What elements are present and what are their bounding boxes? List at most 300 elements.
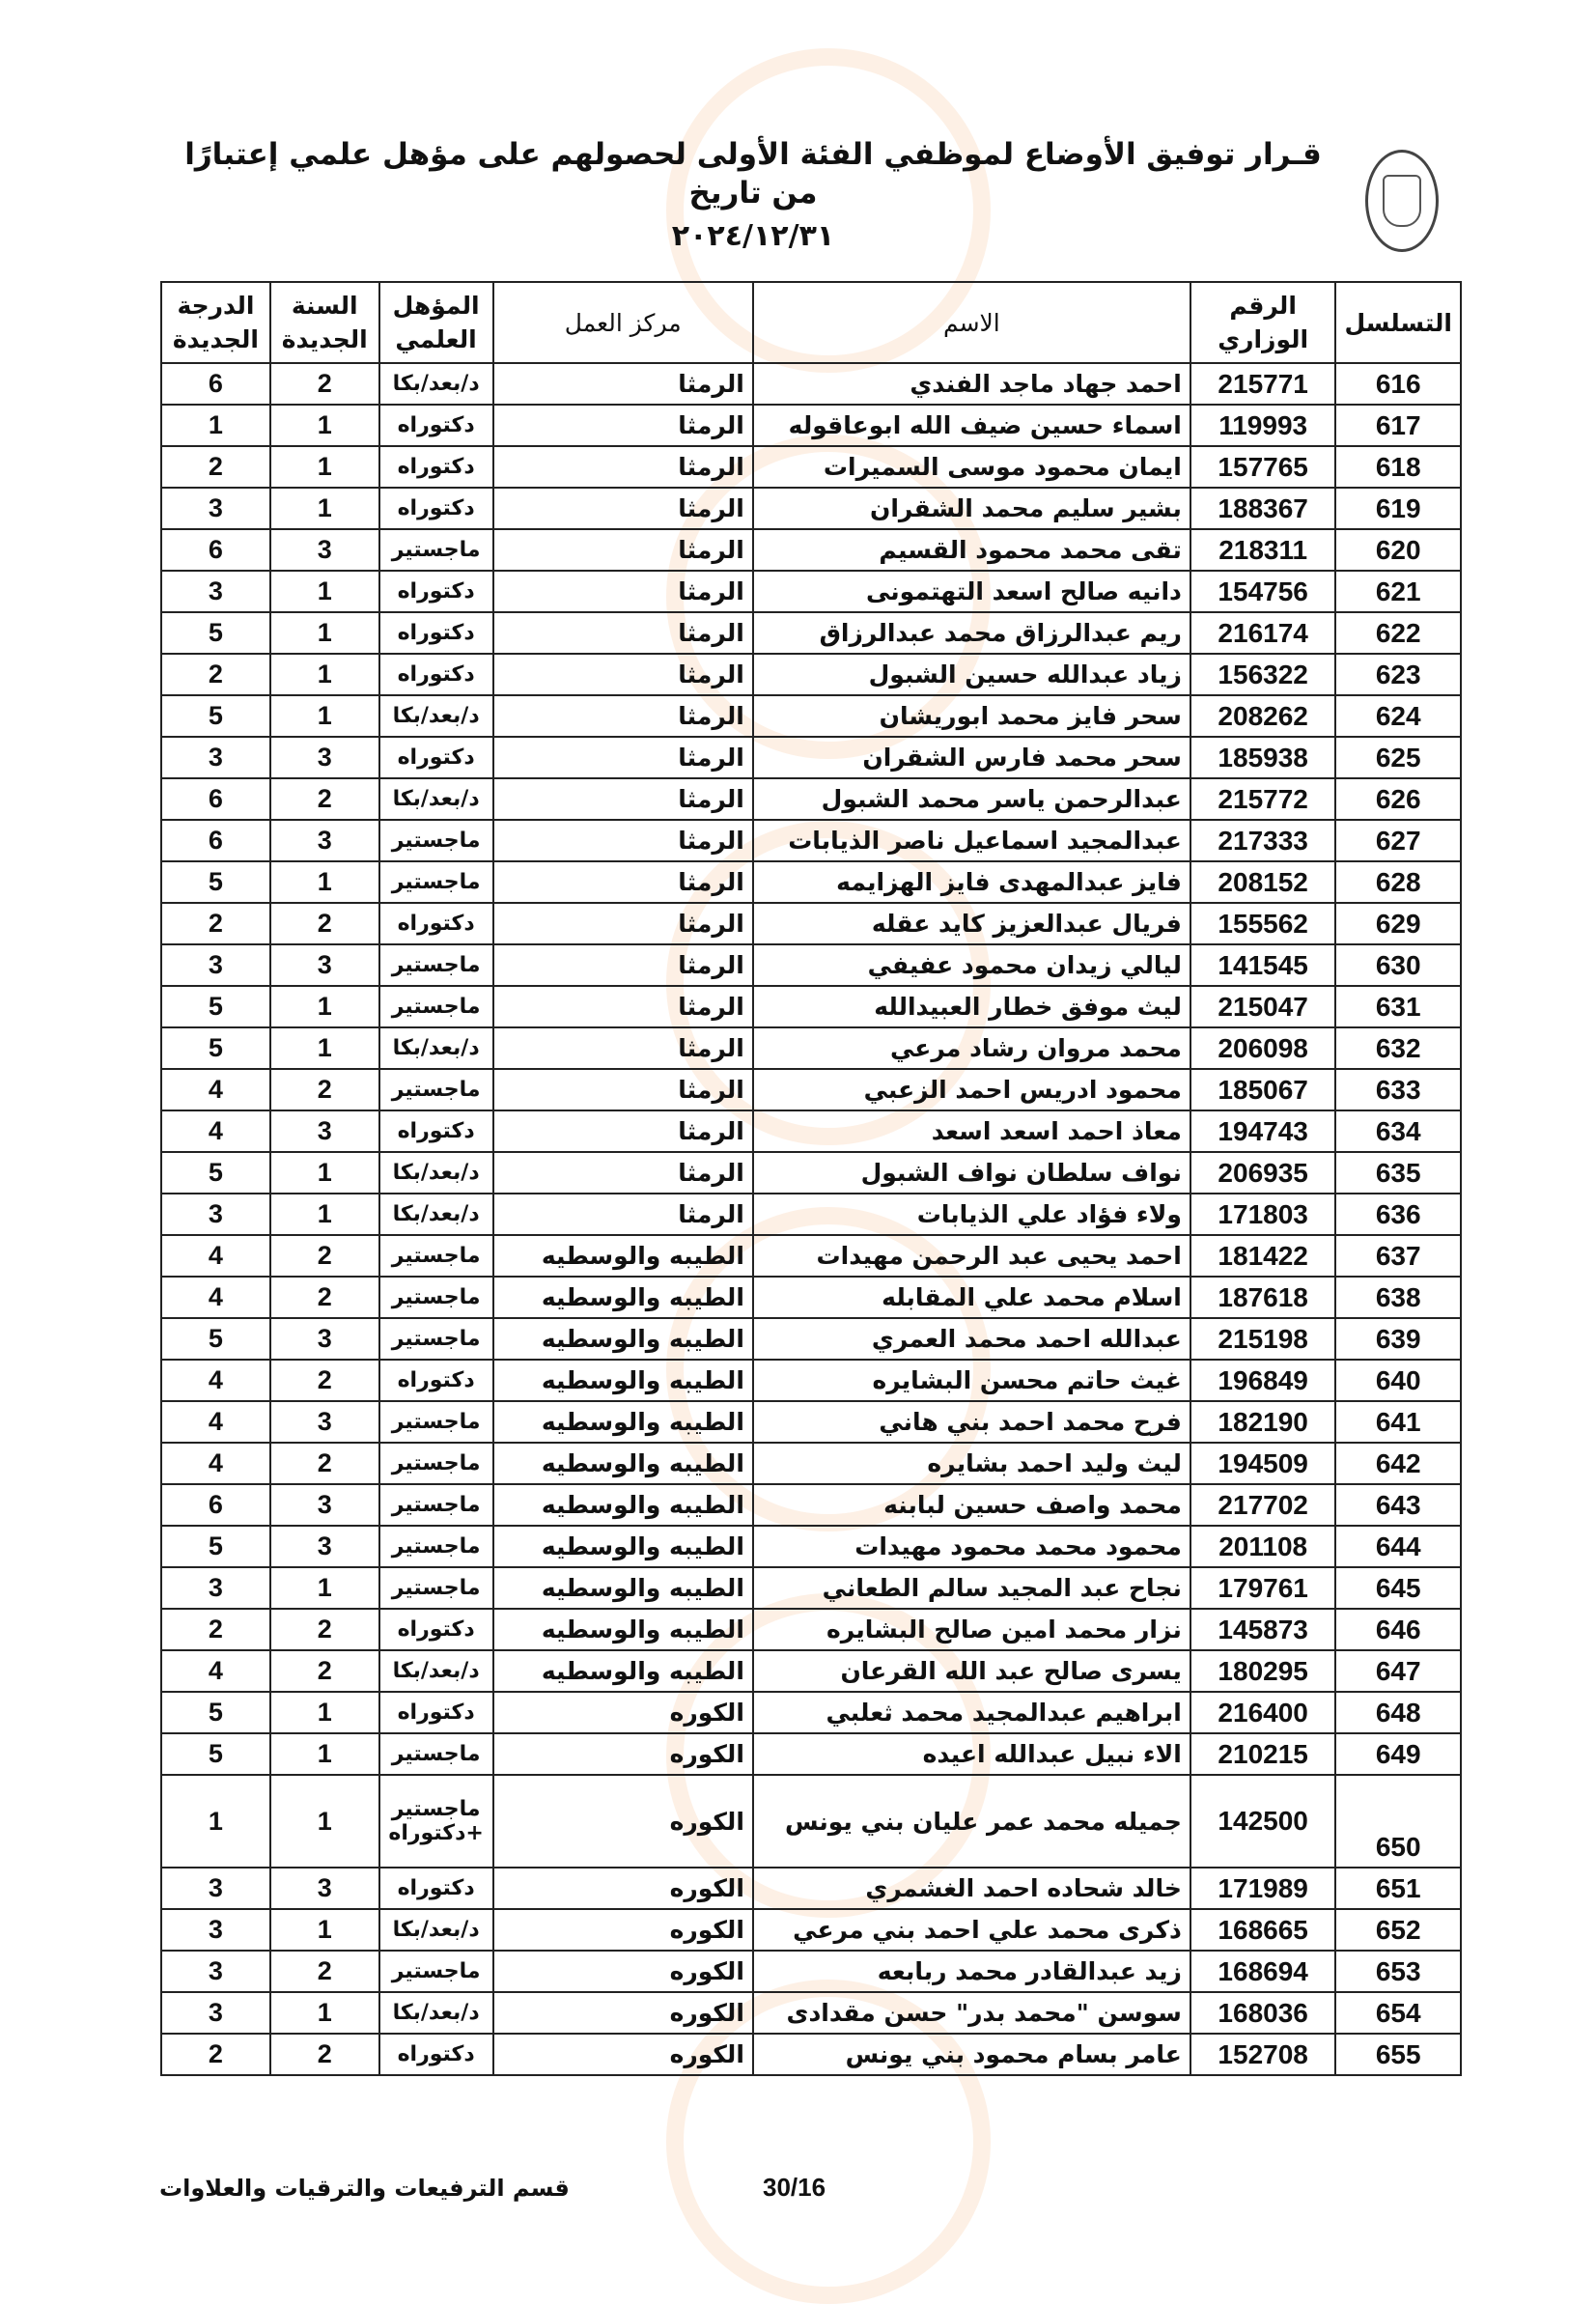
cell-new-year: 1: [270, 405, 379, 446]
cell-work-center: الطيبه والوسطيه: [493, 1401, 753, 1443]
cell-name: ذكرى محمد علي احمد بني مرعي: [753, 1909, 1190, 1951]
cell-seq: 635: [1335, 1152, 1461, 1194]
cell-name: محمد واصف حسين لبابنه: [753, 1484, 1190, 1526]
cell-qualification: دكتوراه: [379, 2034, 493, 2075]
cell-seq: 623: [1335, 654, 1461, 695]
cell-work-center: الكوره: [493, 1909, 753, 1951]
cell-new-grade: 3: [161, 1567, 270, 1609]
cell-work-center: الكوره: [493, 1775, 753, 1868]
cell-work-center: الطيبه والوسطيه: [493, 1650, 753, 1692]
cell-work-center: الرمثا: [493, 1069, 753, 1110]
cell-ministerial-id: 188367: [1190, 488, 1336, 529]
table-row: [161, 1526, 1461, 1567]
cell-new-grade: 4: [161, 1650, 270, 1692]
cell-name: يسرى صالح عبد الله القرعان: [753, 1650, 1190, 1692]
cell-work-center: الكوره: [493, 1992, 753, 2034]
cell-work-center: الطيبه والوسطيه: [493, 1526, 753, 1567]
table-row: [161, 1360, 1461, 1401]
cell-ministerial-id: 208262: [1190, 695, 1336, 737]
cell-ministerial-id: 154756: [1190, 571, 1336, 612]
page-number: 30/16: [763, 2173, 826, 2202]
table-row: [161, 571, 1461, 612]
cell-seq: 647: [1335, 1650, 1461, 1692]
cell-ministerial-id: 194509: [1190, 1443, 1336, 1484]
cell-qualification: دكتوراه: [379, 571, 493, 612]
cell-new-year: 2: [270, 1360, 379, 1401]
cell-work-center: الكوره: [493, 1868, 753, 1909]
cell-qualification: دكتوراه: [379, 737, 493, 778]
cell-work-center: الرمثا: [493, 1027, 753, 1069]
cell-new-year: 3: [270, 1868, 379, 1909]
cell-work-center: الرمثا: [493, 944, 753, 986]
cell-new-grade: 3: [161, 488, 270, 529]
cell-name: اسلام محمد علي المقابله: [753, 1277, 1190, 1318]
cell-new-year: 2: [270, 363, 379, 405]
cell-ministerial-id: 119993: [1190, 405, 1336, 446]
cell-name: فايز عبدالمهدى فايز الهزايمه: [753, 861, 1190, 903]
cell-work-center: الرمثا: [493, 695, 753, 737]
cell-new-grade: 2: [161, 1609, 270, 1650]
table-row: [161, 2034, 1461, 2075]
cell-new-year: 2: [270, 1277, 379, 1318]
cell-qualification: د/بعد/بكا: [379, 1027, 493, 1069]
table-row: [161, 1069, 1461, 1110]
cell-seq: 631: [1335, 986, 1461, 1027]
cell-new-grade: 3: [161, 571, 270, 612]
cell-name: زياد عبدالله حسين الشبول: [753, 654, 1190, 695]
cell-seq: 643: [1335, 1484, 1461, 1526]
cell-name: خالد شحاده احمد الغشمري: [753, 1868, 1190, 1909]
cell-new-grade: 3: [161, 1909, 270, 1951]
cell-ministerial-id: 206098: [1190, 1027, 1336, 1069]
cell-new-grade: 3: [161, 1194, 270, 1235]
cell-ministerial-id: 215198: [1190, 1318, 1336, 1360]
table-row: [161, 1484, 1461, 1526]
cell-qualification: د/بعد/بكا: [379, 1194, 493, 1235]
cell-work-center: الكوره: [493, 1951, 753, 1992]
cell-qualification: دكتوراه: [379, 1110, 493, 1152]
cell-qualification: دكتوراه: [379, 903, 493, 944]
cell-ministerial-id: 215047: [1190, 986, 1336, 1027]
cell-seq: 633: [1335, 1069, 1461, 1110]
cell-ministerial-id: 171803: [1190, 1194, 1336, 1235]
cell-new-grade: 5: [161, 695, 270, 737]
table-row: [161, 1992, 1461, 2034]
cell-work-center: الكوره: [493, 1692, 753, 1733]
cell-qualification: د/بعد/بكا: [379, 1992, 493, 2034]
cell-name: سوسن "محمد بدر" حسن مقدادى: [753, 1992, 1190, 2034]
cell-name: فرح محمد احمد بني هاني: [753, 1401, 1190, 1443]
cell-name: ابراهيم عبدالمجيد محمد ثعلبي: [753, 1692, 1190, 1733]
cell-name: سحر محمد فارس الشقران: [753, 737, 1190, 778]
cell-new-grade: 4: [161, 1110, 270, 1152]
cell-new-grade: 6: [161, 778, 270, 820]
cell-new-year: 1: [270, 446, 379, 488]
cell-seq: 629: [1335, 903, 1461, 944]
cell-qualification: ماجستير: [379, 820, 493, 861]
cell-new-grade: 3: [161, 944, 270, 986]
cell-new-grade: 4: [161, 1443, 270, 1484]
cell-qualification: دكتوراه: [379, 1868, 493, 1909]
cell-name: عبدالله احمد محمد العمري: [753, 1318, 1190, 1360]
cell-qualification: ماجستير: [379, 1443, 493, 1484]
cell-qualification: د/بعد/بكا: [379, 1152, 493, 1194]
cell-new-grade: 1: [161, 1775, 270, 1868]
cell-seq: 638: [1335, 1277, 1461, 1318]
cell-new-year: 1: [270, 1152, 379, 1194]
cell-work-center: الرمثا: [493, 571, 753, 612]
cell-name: بشير سليم محمد الشقران: [753, 488, 1190, 529]
cell-new-year: 3: [270, 529, 379, 571]
cell-work-center: الطيبه والوسطيه: [493, 1235, 753, 1277]
cell-qualification: ماجستير: [379, 529, 493, 571]
cell-seq: 617: [1335, 405, 1461, 446]
col-seq: التسلسل: [1335, 282, 1461, 363]
cell-ministerial-id: 206935: [1190, 1152, 1336, 1194]
cell-new-grade: 2: [161, 903, 270, 944]
cell-seq: 641: [1335, 1401, 1461, 1443]
cell-seq: 621: [1335, 571, 1461, 612]
cell-name: عبدالرحمن ياسر محمد الشبول: [753, 778, 1190, 820]
cell-seq: 626: [1335, 778, 1461, 820]
cell-work-center: الرمثا: [493, 529, 753, 571]
cell-seq: 639: [1335, 1318, 1461, 1360]
cell-new-year: 1: [270, 612, 379, 654]
cell-qualification: ماجستير: [379, 1526, 493, 1567]
table-row: [161, 986, 1461, 1027]
cell-new-year: 1: [270, 1567, 379, 1609]
table-row: [161, 903, 1461, 944]
cell-qualification: دكتوراه: [379, 1360, 493, 1401]
cell-new-year: 3: [270, 1318, 379, 1360]
table-row: [161, 488, 1461, 529]
cell-qualification: ماجستير: [379, 1069, 493, 1110]
cell-name: دانيه صالح اسعد التهتمونى: [753, 571, 1190, 612]
cell-new-year: 3: [270, 1401, 379, 1443]
cell-ministerial-id: 168665: [1190, 1909, 1336, 1951]
table-row: [161, 1692, 1461, 1733]
table-row: [161, 612, 1461, 654]
cell-seq: 625: [1335, 737, 1461, 778]
cell-work-center: الرمثا: [493, 405, 753, 446]
cell-new-year: 3: [270, 1110, 379, 1152]
cell-ministerial-id: 216174: [1190, 612, 1336, 654]
cell-ministerial-id: 201108: [1190, 1526, 1336, 1567]
cell-qualification: ماجستير: [379, 1567, 493, 1609]
table-row: [161, 1027, 1461, 1069]
cell-new-year: 2: [270, 1650, 379, 1692]
cell-new-year: 1: [270, 1909, 379, 1951]
cell-seq: 640: [1335, 1360, 1461, 1401]
cell-new-grade: 5: [161, 1027, 270, 1069]
col-id: الرقم الوزاري: [1190, 282, 1336, 363]
cell-seq: 619: [1335, 488, 1461, 529]
cell-ministerial-id: 210215: [1190, 1733, 1336, 1775]
cell-qualification: د/بعد/بكا: [379, 695, 493, 737]
cell-qualification: ماجستير: [379, 1401, 493, 1443]
table-row: [161, 695, 1461, 737]
cell-seq: 622: [1335, 612, 1461, 654]
cell-new-grade: 5: [161, 1152, 270, 1194]
cell-work-center: الطيبه والوسطيه: [493, 1609, 753, 1650]
cell-seq: 651: [1335, 1868, 1461, 1909]
cell-new-year: 1: [270, 1027, 379, 1069]
cell-new-year: 2: [270, 1235, 379, 1277]
cell-seq: 630: [1335, 944, 1461, 986]
cell-new-grade: 5: [161, 1526, 270, 1567]
cell-ministerial-id: 145873: [1190, 1609, 1336, 1650]
cell-seq: 637: [1335, 1235, 1461, 1277]
cell-new-year: 3: [270, 737, 379, 778]
cell-seq: 645: [1335, 1567, 1461, 1609]
table-row: [161, 405, 1461, 446]
cell-ministerial-id: 215772: [1190, 778, 1336, 820]
cell-new-year: 2: [270, 1609, 379, 1650]
cell-name: جميله محمد عمر عليان بني يونس: [753, 1775, 1190, 1868]
cell-new-year: 1: [270, 571, 379, 612]
cell-seq: 652: [1335, 1909, 1461, 1951]
table-row: [161, 1733, 1461, 1775]
cell-name: نواف سلطان نواف الشبول: [753, 1152, 1190, 1194]
cell-qualification: ماجستير: [379, 1733, 493, 1775]
cell-seq: 653: [1335, 1951, 1461, 1992]
cell-ministerial-id: 215771: [1190, 363, 1336, 405]
table-row: [161, 529, 1461, 571]
cell-ministerial-id: 217333: [1190, 820, 1336, 861]
cell-seq: 636: [1335, 1194, 1461, 1235]
cell-ministerial-id: 152708: [1190, 2034, 1336, 2075]
cell-work-center: الرمثا: [493, 737, 753, 778]
cell-name: ليالي زيدان محمود عفيفي: [753, 944, 1190, 986]
cell-seq: 618: [1335, 446, 1461, 488]
cell-work-center: الرمثا: [493, 861, 753, 903]
cell-ministerial-id: 171989: [1190, 1868, 1336, 1909]
cell-work-center: الرمثا: [493, 363, 753, 405]
cell-new-year: 1: [270, 488, 379, 529]
cell-new-year: 1: [270, 1992, 379, 2034]
table-row: [161, 1110, 1461, 1152]
table-row: [161, 1567, 1461, 1609]
cell-new-year: 3: [270, 820, 379, 861]
cell-new-grade: 4: [161, 1360, 270, 1401]
document-title: قـرار توفيق الأوضاع لموظفي الفئة الأولى لحصولهم على مؤهل علمي إعتبارًا من تاريخ: [184, 137, 1322, 211]
cell-seq: 655: [1335, 2034, 1461, 2075]
cell-new-grade: 5: [161, 986, 270, 1027]
cell-ministerial-id: 194743: [1190, 1110, 1336, 1152]
cell-new-grade: 5: [161, 1692, 270, 1733]
cell-ministerial-id: 181422: [1190, 1235, 1336, 1277]
cell-work-center: الرمثا: [493, 446, 753, 488]
cell-qualification: ماجستير: [379, 986, 493, 1027]
cell-seq: 616: [1335, 363, 1461, 405]
cell-work-center: الكوره: [493, 2034, 753, 2075]
cell-work-center: الرمثا: [493, 1194, 753, 1235]
cell-work-center: الرمثا: [493, 488, 753, 529]
cell-qualification: د/بعد/بكا: [379, 363, 493, 405]
cell-qualification: دكتوراه: [379, 612, 493, 654]
cell-new-grade: 5: [161, 1733, 270, 1775]
cell-ministerial-id: 168694: [1190, 1951, 1336, 1992]
table-row: [161, 654, 1461, 695]
cell-new-year: 3: [270, 1526, 379, 1567]
cell-new-grade: 6: [161, 529, 270, 571]
cell-seq: 646: [1335, 1609, 1461, 1650]
cell-work-center: الطيبه والوسطيه: [493, 1484, 753, 1526]
cell-seq: 650: [1335, 1775, 1461, 1868]
cell-new-grade: 5: [161, 1318, 270, 1360]
cell-work-center: الرمثا: [493, 778, 753, 820]
cell-qualification: ماجستير: [379, 1484, 493, 1526]
cell-name: ليث وليد احمد بشايره: [753, 1443, 1190, 1484]
table-row: [161, 1318, 1461, 1360]
cell-work-center: الرمثا: [493, 820, 753, 861]
cell-ministerial-id: 141545: [1190, 944, 1336, 986]
cell-ministerial-id: 157765: [1190, 446, 1336, 488]
col-name: الاسم: [753, 282, 1190, 363]
cell-seq: 632: [1335, 1027, 1461, 1069]
cell-qualification: د/بعد/بكا: [379, 1650, 493, 1692]
cell-new-grade: 3: [161, 1992, 270, 2034]
cell-ministerial-id: 185067: [1190, 1069, 1336, 1110]
employees-table: [160, 281, 1462, 2076]
cell-seq: 628: [1335, 861, 1461, 903]
cell-new-year: 2: [270, 778, 379, 820]
cell-ministerial-id: 168036: [1190, 1992, 1336, 2034]
cell-work-center: الرمثا: [493, 986, 753, 1027]
cell-qualification: ماجستير: [379, 1951, 493, 1992]
cell-ministerial-id: 218311: [1190, 529, 1336, 571]
cell-seq: 642: [1335, 1443, 1461, 1484]
table-row: [161, 1650, 1461, 1692]
cell-seq: 620: [1335, 529, 1461, 571]
cell-name: معاذ احمد اسعد اسعد: [753, 1110, 1190, 1152]
table-row: [161, 1277, 1461, 1318]
cell-qualification: ماجستير: [379, 861, 493, 903]
cell-qualification: دكتوراه: [379, 446, 493, 488]
cell-ministerial-id: 179761: [1190, 1567, 1336, 1609]
cell-new-grade: 2: [161, 446, 270, 488]
col-qualification: المؤهل العلمي: [379, 282, 493, 363]
cell-qualification: د/بعد/بكا: [379, 1909, 493, 1951]
table-row: [161, 778, 1461, 820]
cell-new-year: 2: [270, 1951, 379, 1992]
cell-new-year: 3: [270, 1484, 379, 1526]
table-header-row: [161, 282, 1461, 363]
cell-new-grade: 4: [161, 1401, 270, 1443]
cell-work-center: الرمثا: [493, 1110, 753, 1152]
cell-new-year: 1: [270, 654, 379, 695]
cell-seq: 648: [1335, 1692, 1461, 1733]
cell-new-year: 2: [270, 1443, 379, 1484]
table-row: [161, 1443, 1461, 1484]
cell-ministerial-id: 216400: [1190, 1692, 1336, 1733]
cell-qualification: ماجستير: [379, 1277, 493, 1318]
cell-work-center: الطيبه والوسطيه: [493, 1567, 753, 1609]
col-year: السنة الجديدة: [270, 282, 379, 363]
cell-new-grade: 5: [161, 861, 270, 903]
cell-new-grade: 6: [161, 363, 270, 405]
cell-seq: 644: [1335, 1526, 1461, 1567]
table-row: [161, 446, 1461, 488]
table-row: [161, 1909, 1461, 1951]
table-row: [161, 861, 1461, 903]
cell-new-year: 1: [270, 1775, 379, 1868]
cell-ministerial-id: 156322: [1190, 654, 1336, 695]
cell-work-center: الرمثا: [493, 612, 753, 654]
cell-new-year: 1: [270, 695, 379, 737]
cell-seq: 627: [1335, 820, 1461, 861]
cell-seq: 634: [1335, 1110, 1461, 1152]
cell-qualification: ماجستير +دكتوراه: [379, 1775, 493, 1868]
table-row: [161, 1194, 1461, 1235]
cell-name: الاء نبيل عبدالله اعيده: [753, 1733, 1190, 1775]
document-date: ٢٠٢٤/١٢/٣١: [671, 218, 835, 253]
cell-name: احمد جهاد ماجد الفندي: [753, 363, 1190, 405]
cell-name: تقى محمد محمود القسيم: [753, 529, 1190, 571]
cell-work-center: الرمثا: [493, 903, 753, 944]
table-row: [161, 1951, 1461, 1992]
cell-new-year: 2: [270, 903, 379, 944]
cell-qualification: دكتوراه: [379, 405, 493, 446]
cell-new-year: 1: [270, 1194, 379, 1235]
cell-new-grade: 5: [161, 612, 270, 654]
cell-name: محمود محمد محمود مهيدات: [753, 1526, 1190, 1567]
cell-work-center: الكوره: [493, 1733, 753, 1775]
cell-new-year: 2: [270, 1069, 379, 1110]
table-row: [161, 944, 1461, 986]
cell-new-year: 1: [270, 861, 379, 903]
cell-new-grade: 4: [161, 1235, 270, 1277]
table-row: [161, 1868, 1461, 1909]
cell-name: غيث حاتم محسن البشايره: [753, 1360, 1190, 1401]
cell-work-center: الطيبه والوسطيه: [493, 1443, 753, 1484]
cell-seq: 649: [1335, 1733, 1461, 1775]
cell-new-grade: 2: [161, 2034, 270, 2075]
table-row: [161, 1152, 1461, 1194]
cell-new-year: 1: [270, 1733, 379, 1775]
document-header: [164, 135, 1342, 255]
cell-qualification: ماجستير: [379, 1235, 493, 1277]
cell-name: ايمان محمود موسى السميرات: [753, 446, 1190, 488]
table-row: [161, 1235, 1461, 1277]
cell-name: عبدالمجيد اسماعيل ناصر الذيابات: [753, 820, 1190, 861]
cell-ministerial-id: 217702: [1190, 1484, 1336, 1526]
cell-seq: 654: [1335, 1992, 1461, 2034]
cell-ministerial-id: 182190: [1190, 1401, 1336, 1443]
cell-name: سحر فايز محمد ابوريشان: [753, 695, 1190, 737]
cell-ministerial-id: 142500: [1190, 1775, 1336, 1868]
cell-name: ريم عبدالرزاق محمد عبدالرزاق: [753, 612, 1190, 654]
table-row: [161, 737, 1461, 778]
cell-ministerial-id: 180295: [1190, 1650, 1336, 1692]
cell-name: نزار محمد امين صالح البشايره: [753, 1609, 1190, 1650]
cell-new-grade: 6: [161, 1484, 270, 1526]
cell-seq: 624: [1335, 695, 1461, 737]
cell-name: نجاح عبد المجيد سالم الطعاني: [753, 1567, 1190, 1609]
cell-name: عامر بسام محمود بني يونس: [753, 2034, 1190, 2075]
table-row: [161, 1609, 1461, 1650]
cell-ministerial-id: 187618: [1190, 1277, 1336, 1318]
cell-name: احمد يحيى عبد الرحمن مهيدات: [753, 1235, 1190, 1277]
cell-qualification: ماجستير: [379, 944, 493, 986]
cell-new-grade: 4: [161, 1069, 270, 1110]
cell-work-center: الطيبه والوسطيه: [493, 1277, 753, 1318]
cell-qualification: دكتوراه: [379, 1609, 493, 1650]
cell-name: اسماء حسين ضيف الله ابوعاقوله: [753, 405, 1190, 446]
table-row: [161, 820, 1461, 861]
cell-new-grade: 4: [161, 1277, 270, 1318]
cell-qualification: دكتوراه: [379, 654, 493, 695]
